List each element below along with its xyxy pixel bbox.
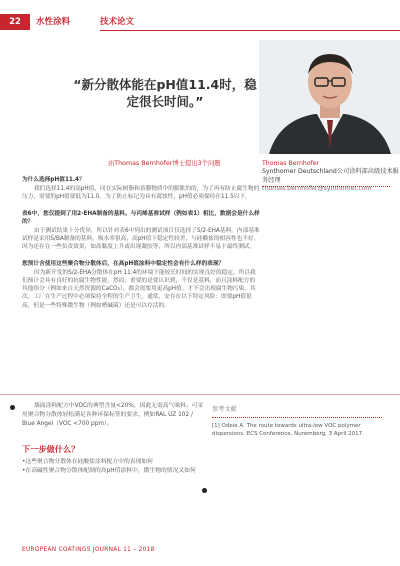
- question-2: 表6中，您仅提到了用2-EHA制备的基料。与丙烯基准试样（例如表1）相比，数据会是什么样的？: [22, 210, 260, 225]
- answer-3: 因为新开发的S/2-EHA分散体在pH 11.4的环境下能较长时间的实现良好的稳定，所以我们预计会具有良好的抗腐生物性能，然而，重要的是要认识到，不仅是基料，而且涂料配方的其他组分（例如来自天然资源的CaCO₃），都会需要用更高pH值。才不会出现腐生物污染。其次，工厂在生产过程中必须保持全程的生产卫生，通常，安存在以下特定风险：即要pH值很高，但是一些特殊微生物（例如嗜碱菌）还是可以存活的。: [22, 269, 256, 309]
- continuation-text: [22, 402, 206, 429]
- end-mark-icon: [202, 488, 207, 493]
- references-title: 参考文献: [212, 406, 237, 413]
- page-number: 22: [0, 14, 30, 30]
- caption-dotted-rule: [262, 186, 390, 187]
- page-header: [0, 14, 400, 30]
- byline: 由Thomas Bernhofer博士提出3个问题: [108, 160, 221, 167]
- author-name: Thomas Bernhofer: [262, 160, 320, 167]
- header-rule: [100, 30, 400, 31]
- author-email: thomas.bernhofer@synthomer.com: [262, 185, 372, 193]
- references-rule: [212, 417, 382, 418]
- next-step-item: •在高碱性聚合物分散体配制的高pH值涂料中，微生物的情况又如何: [22, 468, 196, 475]
- answer-2: 由于测试结果十分优异，所以针对表6中列出的测试项目仅选择了S/2-EHA基料。内部基准试样是采用S/BA制备的基料，吸水率很高，高pH值下稳定性较差，与硅酸盐的相容性也不好，因为还存在一些负责效果，如高黏度上升或出现凝胶等，所以内部基准试样不易于最终测试。: [22, 228, 260, 251]
- continuation-paragraph: 墙面涂料配方中VOC的典型含量<20%，因此无需高气味料。可采用聚合物分散体轻松满足各种环保标签的要求，例如RAL UZ 102 / Blue Angel（VOC <700 ppm）。: [22, 403, 204, 427]
- section-title: 水性涂料: [36, 17, 71, 27]
- pull-quote: “新分散体能在pH值11.4时，稳定很长时间。”: [73, 77, 257, 109]
- rubric-title: 技术论文: [100, 17, 135, 27]
- reference-item: [1] Odeie A. The route towards ultra-low VOC polymer dispersions. ECS Conference, Nuremberg, 3 April 2017.: [212, 423, 364, 438]
- question-3: 您预计含使用这些聚合物分散体后，在高pH值涂料中稳定性会有什么样的表现？: [22, 260, 225, 267]
- bullet-icon: [10, 405, 15, 410]
- next-steps-title: 下一步做什么？: [22, 444, 80, 454]
- author-portrait-icon: [259, 40, 400, 154]
- next-steps-list: [22, 458, 206, 477]
- next-step-item: •这些聚合物分散体在硅酸盐涂料配方中的表现如何: [22, 459, 153, 465]
- author-photo: [259, 40, 400, 154]
- author-company: Synthomer Deutschland公司涂料部高级技术服务经理: [262, 168, 399, 184]
- question-1: 为什么选择pH值11.4？: [22, 177, 85, 183]
- section-divider: [0, 394, 400, 395]
- answer-1: 我们选择11.4的高pH值，同在实际树脂和着膜物质中的膨胀的的，为了再有防止腐生物的压力，需要的pH值要低为11.0。为了防止标记为具有腐蚀性，pH值必须保持在11.5以下。: [22, 186, 260, 201]
- author-caption: [262, 160, 400, 194]
- journal-footer: EUROPEAN COATINGS JOURNAL 11 – 2018: [22, 547, 155, 553]
- qa-article: [22, 176, 260, 318]
